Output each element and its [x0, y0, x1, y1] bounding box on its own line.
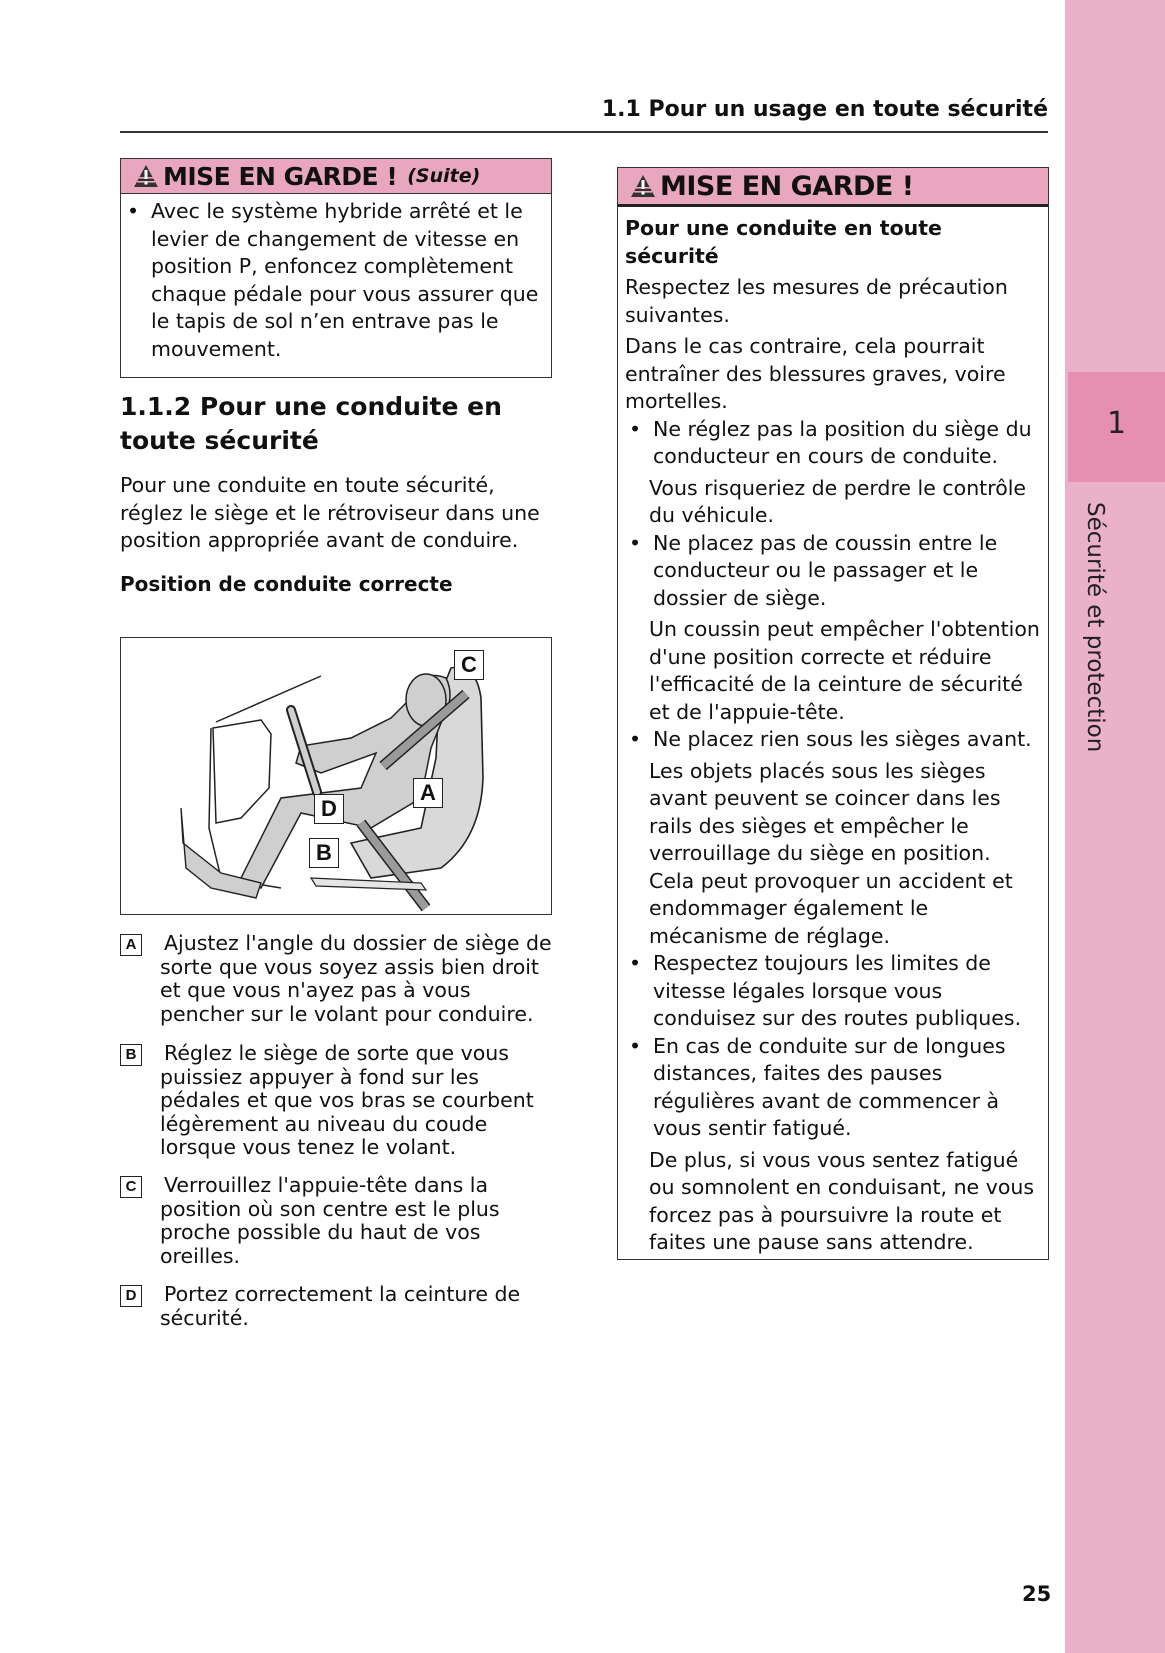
- warning-paragraph: Dans le cas contraire, cela pourrait entraîner des blessures graves, voire mortelles.: [625, 334, 1006, 413]
- warning-note: De plus, si vous vous sentez fatigué ou somnolent en conduisant, ne vous forcez pas à poursuivre la route et faites une pause sans attendre.: [649, 1147, 1035, 1254]
- warning-bullet: • Avec le système hybride arrêté et le levier de changement de vitesse en position P, enfoncez complètement chaque pédale pour vous assurer que le tapis de sol n’en entrave pas le mouvement.: [121, 194, 551, 363]
- driving-position-illustration: [120, 637, 552, 915]
- section-heading: 1.1.2 Pour une conduite en toute sécurité: [120, 392, 502, 455]
- chapter-number-box[interactable]: [1068, 372, 1165, 482]
- warning-header: [618, 168, 1048, 207]
- figure-label-a: A: [413, 778, 443, 808]
- warning-title: MISE EN GARDE !: [163, 161, 398, 191]
- figure-label-d: D: [314, 794, 344, 824]
- legend-key-b: B: [120, 1044, 142, 1066]
- legend-key-c: C: [120, 1176, 142, 1198]
- warning-subtitle: Pour une conduite en toute sécurité: [625, 216, 942, 268]
- warning-item: • Respectez toujours les limites de vitesse légales lorsque vous conduisez sur des routes publiques.: [629, 951, 1022, 1030]
- figure-label-b: B: [309, 838, 339, 868]
- section-intro: Pour une conduite en toute sécurité, réglez le siège et le rétroviseur dans une position appropriée avant de conduire.: [120, 473, 540, 552]
- warning-item: • En cas de conduite sur de longues distances, faites des pauses régulières avant de commencer à vous sentir fatigué.: [629, 1033, 1006, 1140]
- warning-box-continued: [120, 158, 552, 378]
- warning-note: Un coussin peut empêcher l'obtention d'une position correcte et réduire l'efficacité de la ceinture de sécurité et de l'appuie-tête.: [649, 617, 1040, 724]
- page-number: 25: [1022, 1582, 1052, 1606]
- warning-note: Vous risqueriez de perdre le contrôle du véhicule.: [649, 475, 1027, 527]
- chapter-number: 1: [1106, 406, 1127, 441]
- header-divider: [120, 131, 1048, 133]
- legend-item-b: B Réglez le siège de sorte que vous puissiez appuyer à fond sur les pédales et que vos bras se courbent légèrement au niveau du coude lorsque vous tenez le volant.: [120, 1042, 560, 1160]
- chapter-label: Sécurité et protection: [1082, 502, 1108, 753]
- running-header-title: 1.1 Pour un usage en toute sécurité: [601, 97, 1048, 122]
- legend-item-a: A Ajustez l'angle du dossier de siège de sorte que vous soyez assis bien droit et que vous n'ayez pas à vous pencher sur le volant pour conduire.: [120, 932, 560, 1026]
- warning-box: [617, 167, 1049, 1260]
- legend-item-d: D Portez correctement la ceinture de sécurité.: [120, 1283, 560, 1330]
- legend-key-d: D: [120, 1285, 142, 1307]
- warning-triangle-icon: [133, 164, 159, 188]
- bullet-dot: •: [127, 199, 140, 223]
- subsection-heading: Position de conduite correcte: [120, 572, 453, 596]
- legend-key-a: A: [120, 934, 142, 956]
- warning-paragraph: Respectez les mesures de précaution suivantes.: [625, 275, 1008, 327]
- warning-title: MISE EN GARDE !: [660, 170, 914, 202]
- warning-header: [121, 159, 551, 194]
- warning-item: • Ne placez rien sous les sièges avant.: [629, 727, 1032, 751]
- warning-continued-label: (Suite): [407, 165, 481, 187]
- figure-label-c: C: [454, 650, 484, 680]
- warning-note: Les objets placés sous les sièges avant peuvent se coincer dans les rails des sièges et empêcher le verrouillage du siège en position. Cela peut provoquer un accident et endommager également le mécanisme de réglage.: [649, 758, 1013, 948]
- legend-item-c: C Verrouillez l'appuie-tête dans la position où son centre est le plus proche possible du haut de vos oreilles.: [120, 1174, 560, 1268]
- driver-seat-drawing: [121, 638, 551, 914]
- warning-item: • Ne placez pas de coussin entre le conducteur ou le passager et le dossier de siège.: [629, 530, 998, 610]
- warning-item: • Ne réglez pas la position du siège du conducteur en cours de conduite.: [629, 416, 1032, 468]
- warning-triangle-icon: [630, 174, 656, 198]
- chapter-side-tab: [1065, 0, 1165, 1653]
